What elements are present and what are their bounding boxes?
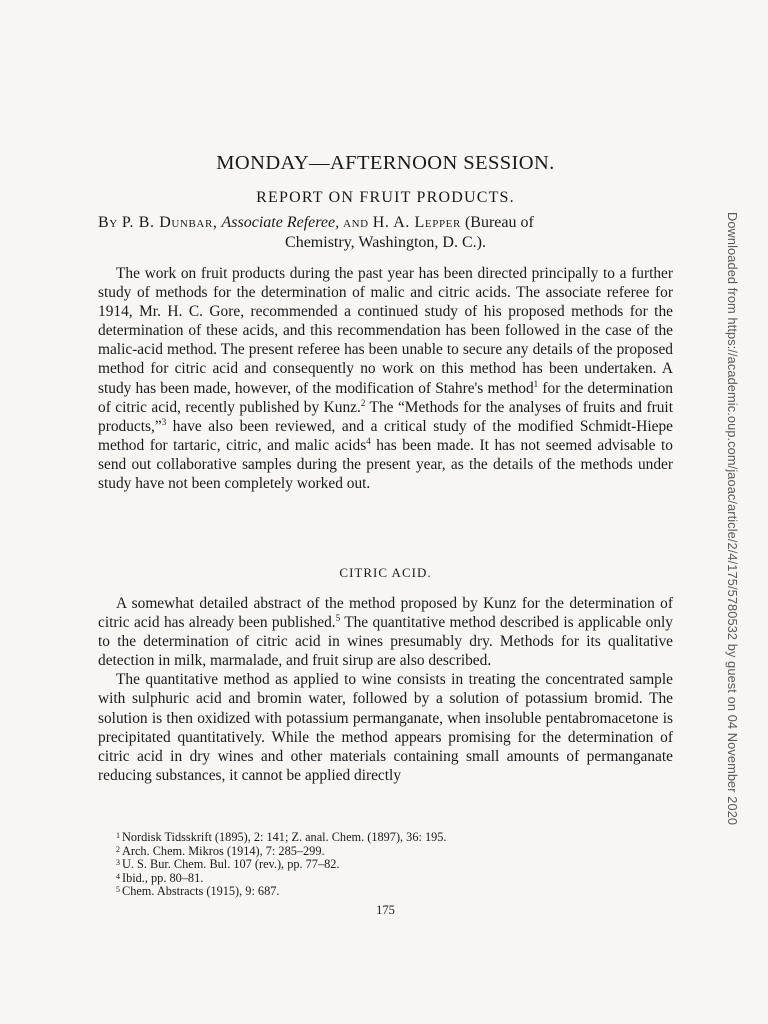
paragraph-text: The work on fruit products during the past year has been directed principally to a further study of methods for the determination of malic and citric acids. The associate referee for 1914, Mr. H. C. Gore, recommended a continued study of his proposed methods for the determination of these acids, and this recommendation has been followed in the case of the malic-acid method. The present referee has been unable to secure any details of the proposed method for citric acid and consequently no work on this method has been undertaken. A study has been made, however, of the modification of Stahre's method — [98, 265, 673, 397]
footnote-text: Ibid., pp. 80–81. — [122, 870, 204, 885]
byline — [98, 213, 673, 253]
author-role: Associate Referee, — [221, 214, 340, 231]
paragraph-text: for the determination of citric acid, recently published by Kunz. — [98, 379, 673, 416]
author-1: P. B. Dunbar, — [121, 214, 218, 231]
footnotes — [116, 831, 636, 899]
footnote-number: 1 — [116, 831, 120, 840]
paragraph-text: The “Methods for the analyses of fruits and fruit products,” — [98, 398, 673, 435]
paragraph-method: The quantitative method as applied to wine consists in treating the concentrated sample with sulphuric acid and bromin water, followed by a solution of potassium bromid. The solution is then oxidized with potassium permanganate, when insoluble pentabromacetone is precipitated quantitatively. While the method appears promising for the determination of citric acid in dry wines and other materials containing small amounts of permanganate reducing substances, it cannot be applied directly — [98, 671, 673, 784]
section-heading: CITRIC ACID. — [339, 565, 432, 580]
footnote — [116, 831, 636, 845]
session-title: MONDAY—AFTERNOON SESSION. — [216, 152, 555, 174]
footnote-number: 3 — [116, 858, 120, 868]
paragraph-abstract — [98, 594, 673, 670]
paragraph-text: The quantitative method described is applicable only to the determination of citric acid in wines presumably dry. Methods for its qualitative detection in milk, marmalade, and fruit sirup are also described. — [98, 614, 673, 670]
intro-section — [98, 264, 673, 493]
paragraph-text: has been made. It has not seemed advisable to send out collaborative samples during the present year, as the details of the methods under study have not been completely worked out. — [98, 436, 673, 493]
paragraph-text: A somewhat detailed abstract of the method proposed by Kunz for the determination of citric acid has already been published. — [98, 595, 673, 632]
footnote — [116, 858, 636, 872]
footnote — [116, 845, 636, 859]
footnote-text: Nordisk Tidsskrift (1895), 2: 141; Z. anal. Chem. (1897), 36: 195. — [122, 830, 447, 844]
paragraph-text: have also been reviewed, and a critical study of the modified Schmidt-Hiepe method for tartaric, citric, and malic acids — [98, 417, 673, 454]
footnote-ref: 2 — [360, 397, 366, 408]
footnote-number: 5 — [116, 885, 120, 895]
citric-acid-section — [98, 594, 673, 785]
footnote — [116, 872, 636, 886]
download-watermark: Downloaded from https://academic.oup.com/jaoac/article/2/4/175/5780532 by guest on 04 November 2020 — [725, 212, 740, 826]
footnote-text: U. S. Bur. Chem. Bul. 107 (rev.), pp. 77–82. — [122, 857, 340, 872]
footnote — [116, 885, 636, 899]
footnote-ref: 5 — [335, 613, 341, 624]
footnote-ref: 1 — [533, 378, 539, 389]
paragraph-intro — [98, 264, 673, 493]
byline-and: and — [343, 214, 369, 231]
footnote-number: 4 — [116, 871, 120, 881]
page-number: 175 — [376, 903, 395, 917]
byline-by: By — [98, 214, 118, 231]
report-title: REPORT ON FRUIT PRODUCTS. — [256, 189, 515, 206]
footnote-text: Arch. Chem. Mikros (1914), 7: 285–299. — [122, 843, 325, 858]
footnote-ref: 3 — [161, 416, 167, 427]
affiliation-end: Chemistry, Washington, D. C.). — [285, 234, 486, 251]
author-2: H. A. Lepper — [372, 214, 461, 231]
footnote-number: 2 — [116, 844, 120, 854]
footnote-ref: 4 — [366, 435, 371, 446]
footnote-text: Chem. Abstracts (1915), 9: 687. — [122, 884, 280, 899]
affiliation-start: (Bureau of — [464, 214, 534, 231]
